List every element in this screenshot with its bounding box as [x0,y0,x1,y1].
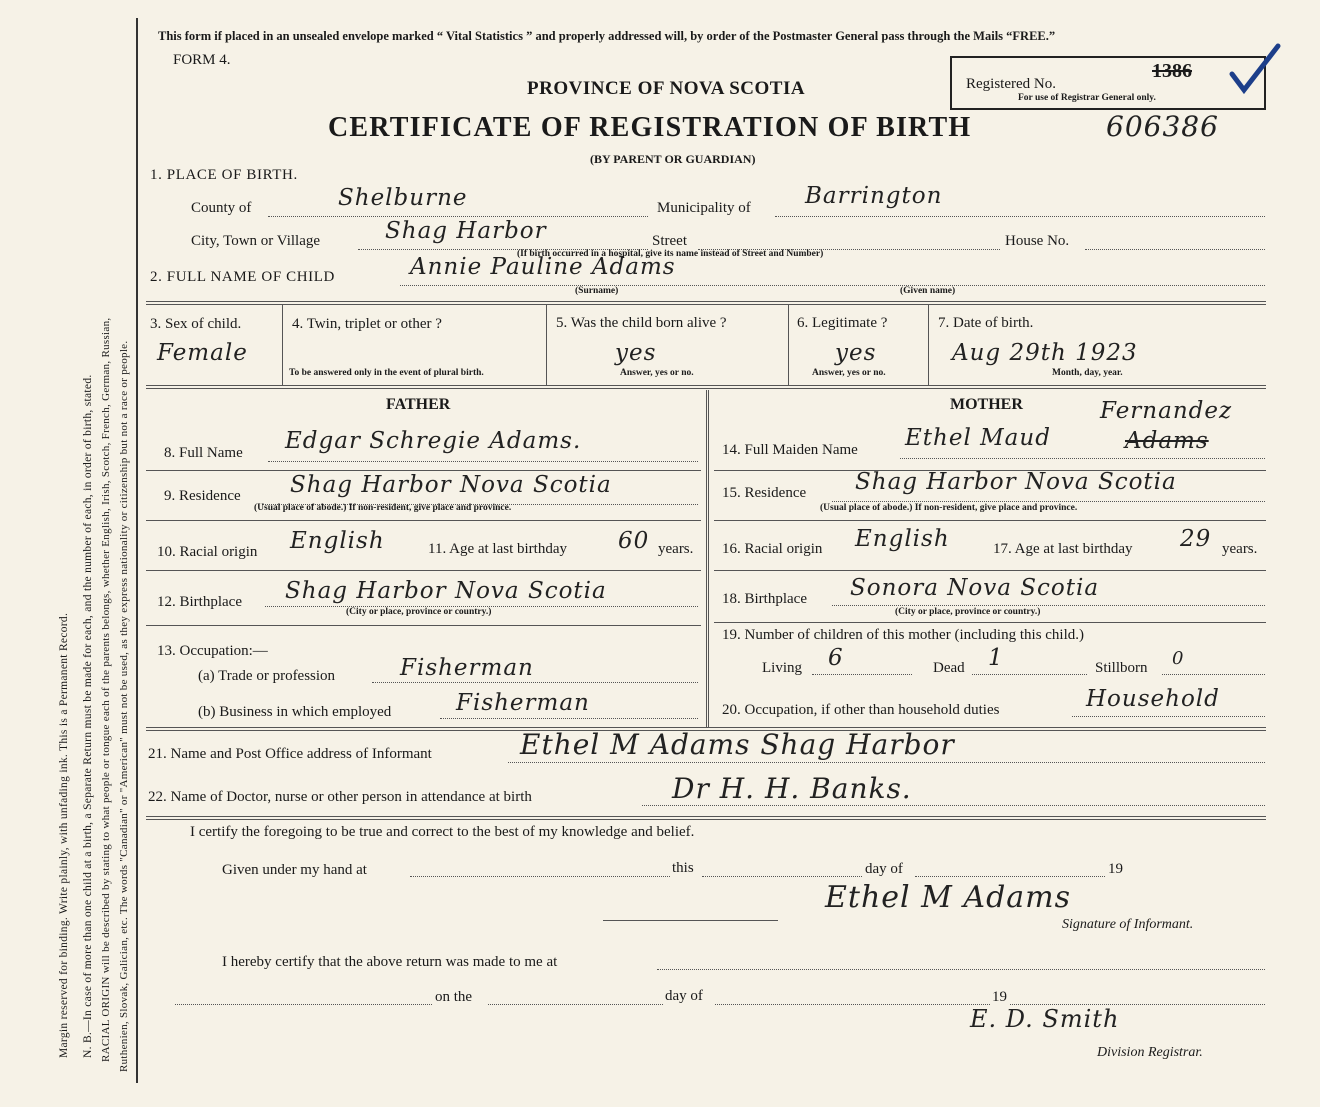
mother-age-value: 29 [1180,526,1212,552]
dead-label: Dead [933,660,965,676]
living-label: Living [762,660,802,676]
mother-residence-label: 15. Residence [722,485,807,501]
informant-label: 21. Name and Post Office address of Informant [148,746,432,762]
mother-name-label: 14. Full Maiden Name [722,442,858,458]
registered-label: Registered No. [966,76,1056,92]
stillborn-label: Stillborn [1095,660,1148,676]
mother-name-struck: Adams [1125,428,1209,454]
children-count-label: 19. Number of children of this mother (including this child.) [722,627,1085,643]
county-label: County of [191,200,252,216]
certificate-subtitle: (BY PARENT OR GUARDIAN) [590,152,756,166]
father-race-value: English [290,528,385,554]
twin-label: 4. Twin, triplet or other ? [292,316,442,332]
father-residence-value: Shag Harbor Nova Scotia [290,472,612,498]
mother-residence-note: (Usual place of abode.) If non-resident, give place and province. [820,503,1078,513]
municipality-value: Barrington [805,183,943,209]
twin-note: To be answered only in the event of plural birth. [289,368,484,378]
mother-occupation-value: Household [1086,686,1220,712]
sex-value: Female [157,340,248,366]
dob-note: Month, day, year. [1052,368,1123,378]
father-birthplace-label: 12. Birthplace [157,594,242,610]
registrar-day-of-label: day of [665,988,703,1004]
father-birthplace-value: Shag Harbor Nova Scotia [285,578,607,604]
registered-struck-number: 1386 [1152,60,1192,82]
mail-notice: This form if placed in an unsealed envelope marked “ Vital Statistics ” and properly addressed will, by order of the Postmaster General pass through the Mails “FREE.” [158,29,1056,43]
registered-box [950,56,1266,110]
business-value: Fisherman [456,690,590,716]
form-number: FORM 4. [173,52,231,68]
doctor-value: Dr H. H. Banks. [672,772,912,805]
mother-birthplace-note: (City or place, province or country.) [895,607,1041,617]
mother-name-value: Ethel Maud [905,425,1051,451]
registrar-statement: I hereby certify that the above return was made to me at [222,954,558,970]
father-name-label: 8. Full Name [164,445,243,461]
mother-heading: MOTHER [950,396,1023,413]
mother-occupation-label: 20. Occupation, if other than household duties [722,702,1000,718]
living-value: 6 [828,645,844,671]
province-heading: PROVINCE OF NOVA SCOTIA [527,78,806,99]
trade-label: (a) Trade or profession [198,668,336,684]
informant-signature: Ethel M Adams [825,880,1072,915]
margin-text-3: RACIAL ORIGIN will be described by stating to what people or tongue each of the parents belongs, whether English, Irish, Scotch, French, German, Russian, [100,317,112,1062]
street-label: Street [652,233,687,249]
sex-label: 3. Sex of child. [150,316,242,332]
registered-note: For use of Registrar General only. [1018,93,1156,103]
legitimate-label: 6. Legitimate ? [797,315,888,331]
mother-race-label: 16. Racial origin [722,541,823,557]
checkmark-icon [1228,40,1284,96]
registration-number: 606386 [1106,110,1219,143]
informant-signature-caption: Signature of Informant. [1062,917,1194,932]
given-label: Given under my hand at [222,862,367,878]
father-age-years: years. [658,541,694,557]
year-label: 19 [1108,861,1123,877]
registrar-on-the-label: on the [435,989,473,1005]
certify-statement: I certify the foregoing to be true and correct to the best of my knowledge and belief. [190,824,695,840]
mother-birthplace-label: 18. Birthplace [722,591,807,607]
county-value: Shelburne [338,185,468,211]
alive-value: yes [615,340,657,366]
child-name-label: 2. FULL NAME OF CHILD [150,269,335,285]
municipality-label: Municipality of [657,200,751,216]
father-heading: FATHER [386,396,451,413]
child-name-value: Annie Pauline Adams [410,254,676,280]
informant-value: Ethel M Adams Shag Harbor [520,728,955,761]
father-residence-note: (Usual place of abode.) If non-resident, give place and province. [254,503,512,513]
registrar-caption: Division Registrar. [1097,1045,1203,1060]
registrar-signature: E. D. Smith [970,1005,1120,1033]
father-age-value: 60 [618,528,650,554]
alive-note: Answer, yes or no. [620,368,694,378]
street-note: (If birth occurred in a hospital, give its name instead of Street and Number) [517,249,824,259]
mother-name-correction: Fernandez [1100,398,1233,424]
alive-label: 5. Was the child born alive ? [556,315,727,331]
mother-birthplace-value: Sonora Nova Scotia [850,575,1100,601]
city-label: City, Town or Village [191,233,321,249]
registrar-year-label: 19 [992,989,1007,1005]
margin-text-4: Ruthenien, Slovak, Galician, etc. The words "Canadian" or "American" must not be used, as they express nationality or citizenship but not a race or people. [118,340,130,1072]
certificate-title: CERTIFICATE OF REGISTRATION OF BIRTH [328,112,972,143]
house-label: House No. [1005,233,1070,249]
stillborn-value: 0 [1172,648,1185,669]
mother-age-label: 17. Age at last birthday [993,541,1133,557]
doctor-label: 22. Name of Doctor, nurse or other person in attendance at birth [148,789,532,805]
dob-value: Aug 29th 1923 [952,340,1138,366]
mother-residence-value: Shag Harbor Nova Scotia [855,469,1177,495]
this-label: this [672,860,694,876]
legitimate-value: yes [835,340,877,366]
father-residence-label: 9. Residence [164,488,241,504]
city-value: Shag Harbor [385,218,547,244]
father-age-label: 11. Age at last birthday [428,541,567,557]
father-race-label: 10. Racial origin [157,544,258,560]
business-label: (b) Business in which employed [198,704,392,720]
given-name-note: (Given name) [900,286,956,296]
dead-value: 1 [988,645,1004,671]
margin-text-1: Margin reserved for binding. Write plainly, with unfading ink. This is a Permanent Record. [58,612,70,1058]
father-birthplace-note: (City or place, province or country.) [346,607,492,617]
margin-rule [136,18,138,1083]
legitimate-note: Answer, yes or no. [812,368,886,378]
dob-label: 7. Date of birth. [938,315,1034,331]
mother-age-years: years. [1222,541,1258,557]
mother-race-value: English [855,526,950,552]
father-name-value: Edgar Schregie Adams. [285,428,582,454]
day-of-label: day of [865,861,903,877]
margin-text-2: N. B.—In case of more than one child at a birth, a Separate Return must be made for each, and the number of each, in order of birth, stated. [82,374,94,1058]
place-of-birth-heading: 1. PLACE OF BIRTH. [150,167,298,183]
surname-note: (Surname) [575,286,619,296]
trade-value: Fisherman [400,655,534,681]
occupation-label: 13. Occupation:— [157,643,268,659]
